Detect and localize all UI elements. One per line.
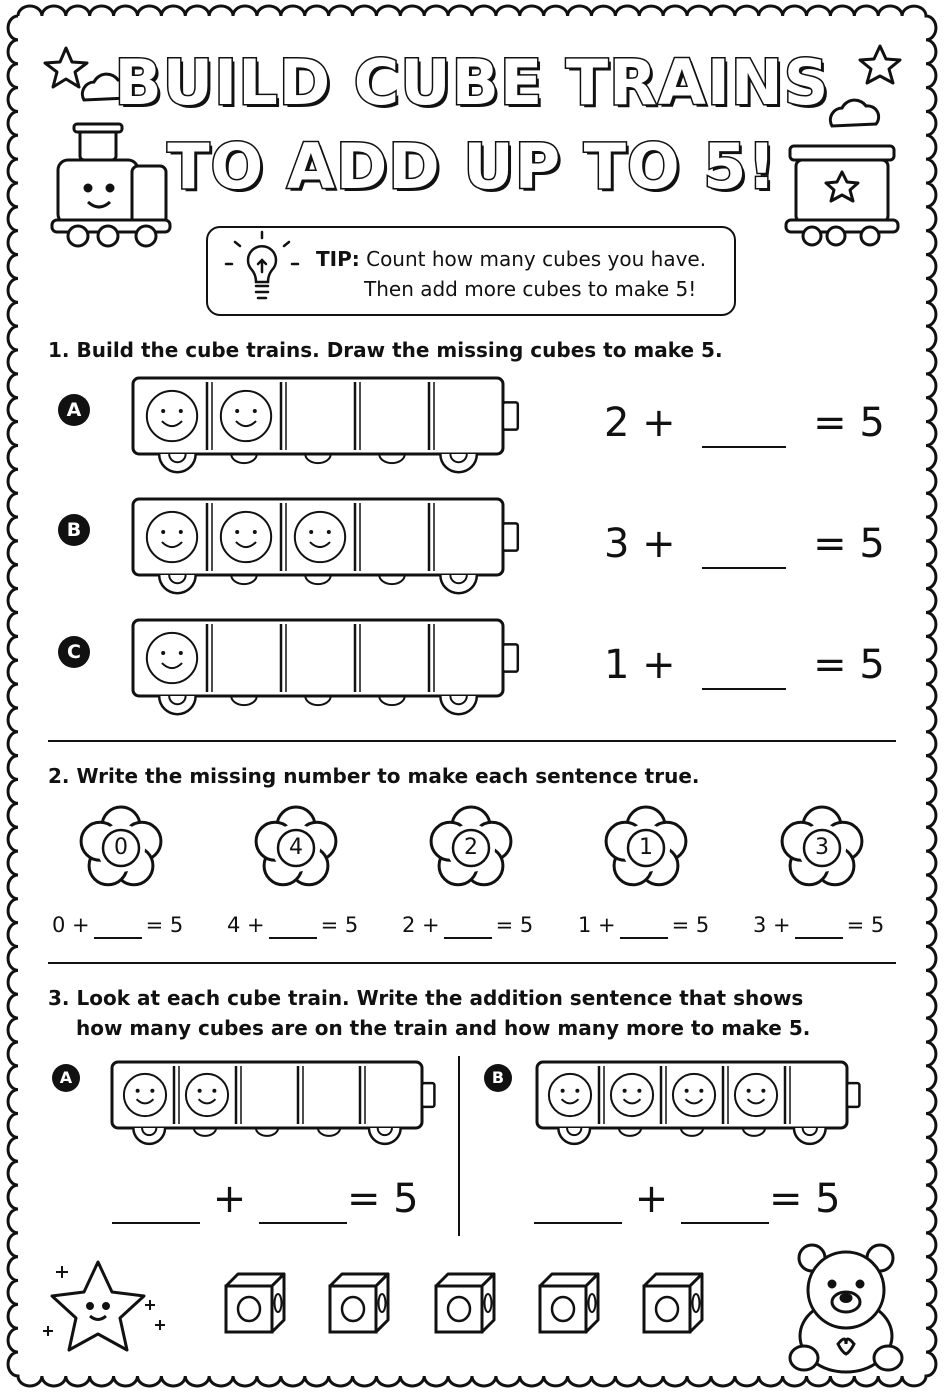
equation-b-left: 3 + <box>604 521 676 567</box>
sentence-2-right: = 5 <box>495 913 534 937</box>
tip-label: TIP: <box>316 247 360 271</box>
sentence-1-left: 4 + <box>227 913 265 937</box>
sentence-3a-blank-2[interactable] <box>259 1176 347 1224</box>
smiley-cube-icon <box>673 1074 715 1116</box>
cube-train-a <box>133 378 518 472</box>
number-cube-icon <box>330 1274 388 1332</box>
smiley-cube-icon <box>147 512 197 562</box>
number-cube-icon <box>226 1274 284 1332</box>
tip-box <box>206 226 736 316</box>
section-3-question-line-1: 3. Look at each cube train. Write the addition sentence that shows <box>48 986 804 1010</box>
smiley-cube-icon <box>186 1074 228 1116</box>
badge-a: A <box>58 394 90 426</box>
sentence-3 <box>578 913 709 939</box>
column-divider <box>458 1056 460 1236</box>
smiley-cube-icon <box>295 512 345 562</box>
title-line-2: TO ADD UP TO 5! <box>167 130 777 203</box>
sentence-3a-blank-1[interactable] <box>112 1176 200 1224</box>
sentence-3-left: 1 + <box>578 913 616 937</box>
flower-number-3: 1 <box>639 835 653 860</box>
flower-number-0: 0 <box>114 835 128 860</box>
sentence-blank-1[interactable] <box>269 913 317 939</box>
section-divider <box>48 962 896 964</box>
sentence-blank-2[interactable] <box>444 913 492 939</box>
badge-3a: A <box>52 1064 80 1092</box>
sentence-2-left: 2 + <box>402 913 440 937</box>
sentence-3a-plus: + <box>212 1176 247 1222</box>
sentence-4-right: = 5 <box>846 913 885 937</box>
sentence-1-right: = 5 <box>320 913 359 937</box>
sentence-4 <box>753 913 884 939</box>
smiley-cube-icon <box>611 1074 653 1116</box>
badge-3b: B <box>484 1064 512 1092</box>
smiley-cube-icon <box>124 1074 166 1116</box>
section-1-question: 1. Build the cube trains. Draw the missing cubes to make 5. <box>48 338 723 362</box>
title-line-1: BUILD CUBE TRAINS <box>114 46 830 119</box>
number-cube-icon <box>540 1274 598 1332</box>
section-divider <box>48 740 896 742</box>
section-3-question-line-2: how many cubes are on the train and how many more to make 5. <box>76 1016 811 1040</box>
answer-blank-c[interactable] <box>702 642 786 690</box>
equation-a-left: 2 + <box>604 400 676 446</box>
sentence-blank-0[interactable] <box>94 913 142 939</box>
smiley-cube-icon <box>147 633 197 683</box>
smiley-cube-icon <box>549 1074 591 1116</box>
sentence-0-right: = 5 <box>145 913 184 937</box>
equation-c-right: = 5 <box>813 642 885 688</box>
flower-number-2: 2 <box>464 835 478 860</box>
sentence-3b-plus: + <box>634 1176 669 1222</box>
tip-text <box>316 244 706 304</box>
smiley-cube-icon <box>147 391 197 441</box>
sentence-blank-4[interactable] <box>795 913 843 939</box>
smiley-cube-icon <box>221 391 271 441</box>
flower-number-4: 3 <box>815 835 829 860</box>
sentence-3-right: = 5 <box>671 913 710 937</box>
badge-b: B <box>58 514 90 546</box>
smiley-cube-icon <box>221 512 271 562</box>
sentence-3b <box>534 1176 841 1224</box>
cube-train-b <box>133 499 518 593</box>
cube-train-c <box>133 620 518 714</box>
sentence-4-left: 3 + <box>753 913 791 937</box>
cube-train-3a <box>112 1062 434 1144</box>
cube-train-3b <box>537 1062 859 1144</box>
sentence-3a-right: = 5 <box>346 1176 419 1222</box>
sentence-0-left: 0 + <box>52 913 90 937</box>
equation-c-left: 1 + <box>604 642 676 688</box>
sentence-1 <box>227 913 358 939</box>
answer-blank-b[interactable] <box>702 521 786 569</box>
equation-b-right: = 5 <box>813 521 885 567</box>
sentence-2 <box>402 913 533 939</box>
section-3-question <box>48 983 810 1043</box>
sentence-3b-right: = 5 <box>768 1176 841 1222</box>
sentence-3b-blank-2[interactable] <box>681 1176 769 1224</box>
equation-b <box>604 521 885 569</box>
number-cube-icon <box>644 1274 702 1332</box>
smiling-star-icon <box>52 1262 144 1350</box>
sentence-blank-3[interactable] <box>620 913 668 939</box>
smiley-cube-icon <box>735 1074 777 1116</box>
sentence-3b-blank-1[interactable] <box>534 1176 622 1224</box>
sentence-3a <box>112 1176 419 1224</box>
sentence-0 <box>52 913 183 939</box>
equation-a <box>604 400 885 448</box>
number-cube-icon <box>436 1274 494 1332</box>
tip-line-1: Count how many cubes you have. <box>366 247 707 271</box>
teddy-bear-icon <box>790 1245 902 1372</box>
answer-blank-a[interactable] <box>702 400 786 448</box>
flower-number-1: 4 <box>289 835 303 860</box>
equation-a-right: = 5 <box>813 400 885 446</box>
tip-line-2: Then add more cubes to make 5! <box>364 277 697 301</box>
section-2-question: 2. Write the missing number to make each sentence true. <box>48 764 700 788</box>
badge-c: C <box>58 636 90 668</box>
equation-c <box>604 642 885 690</box>
